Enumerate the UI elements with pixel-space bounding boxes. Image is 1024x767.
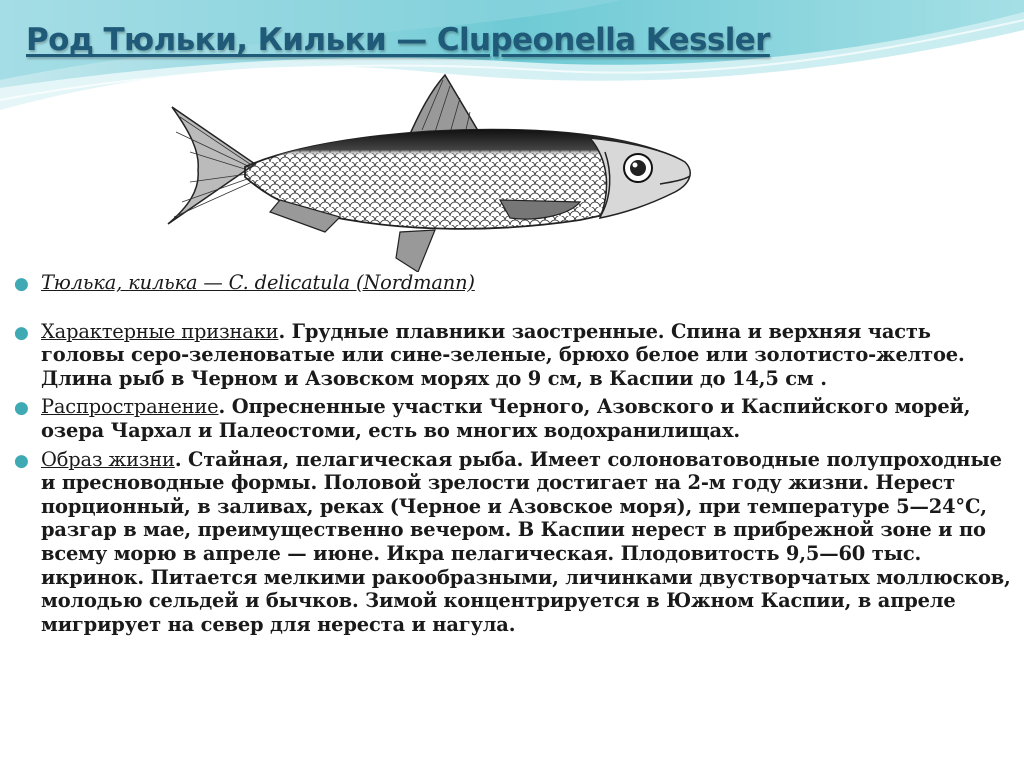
bullet-distribution (14, 395, 1014, 442)
bullet-heading: Образ жизни (41, 447, 175, 471)
bullet-lifestyle (14, 448, 1014, 637)
fish-illustration (160, 72, 705, 272)
slide-title: Род Тюльки, Кильки — Clupeonella Kessler (26, 22, 770, 58)
bullet-heading: Характерные признаки (41, 319, 279, 343)
bullet-dot-icon: ● (14, 274, 29, 294)
bullet-text: . Стайная, пелагическая рыба. Имеет солоноватоводные полупроходные и пресноводные формы. Половой зрелости достигает на 2-м году жизни. Нерест порционный, в заливах, реках (Черное и Азовское моря), при температуре 5—24°С, разгар в мае, преимущественно вечером. В Каспии нерест в прибрежной зоне и по всему морю в апреле — июне. Икра пелагическая. Плодовитость 9,5—60 тыс. икринок. Питается мелкими ракообразными, личинками двустворчатых моллюсков, молодью сельдей и бычков. Зимой концентрируется в Южном Каспии, в апреле мигрирует на север для нереста и нагула. (41, 447, 1011, 636)
bullet-dot-icon: ● (14, 322, 29, 343)
bullet-text: . Опресненные участки Черного, Азовского и Каспийского морей, озера Чархал и Палеостоми, есть во многих водохранилищах. (41, 395, 971, 442)
bullet-species (14, 271, 1014, 295)
slide-content (14, 271, 1014, 636)
bullet-text: . Грудные плавники заостренные. Спина и верхняя часть головы серо-зеленоватые или сине-зеленые, брюхо белое или золотисто-желтое. Длина рыб в Черном и Азовском морях до 9 см, в Каспии до 14,5 см . (41, 319, 965, 390)
species-name: Тюлька, килька — C. delicatula (Nordmann) (41, 271, 475, 294)
bullet-dot-icon: ● (14, 398, 29, 419)
bullet-dot-icon: ● (14, 450, 29, 471)
bullet-heading: Распространение (41, 395, 219, 419)
bullet-characteristics (14, 320, 1014, 391)
